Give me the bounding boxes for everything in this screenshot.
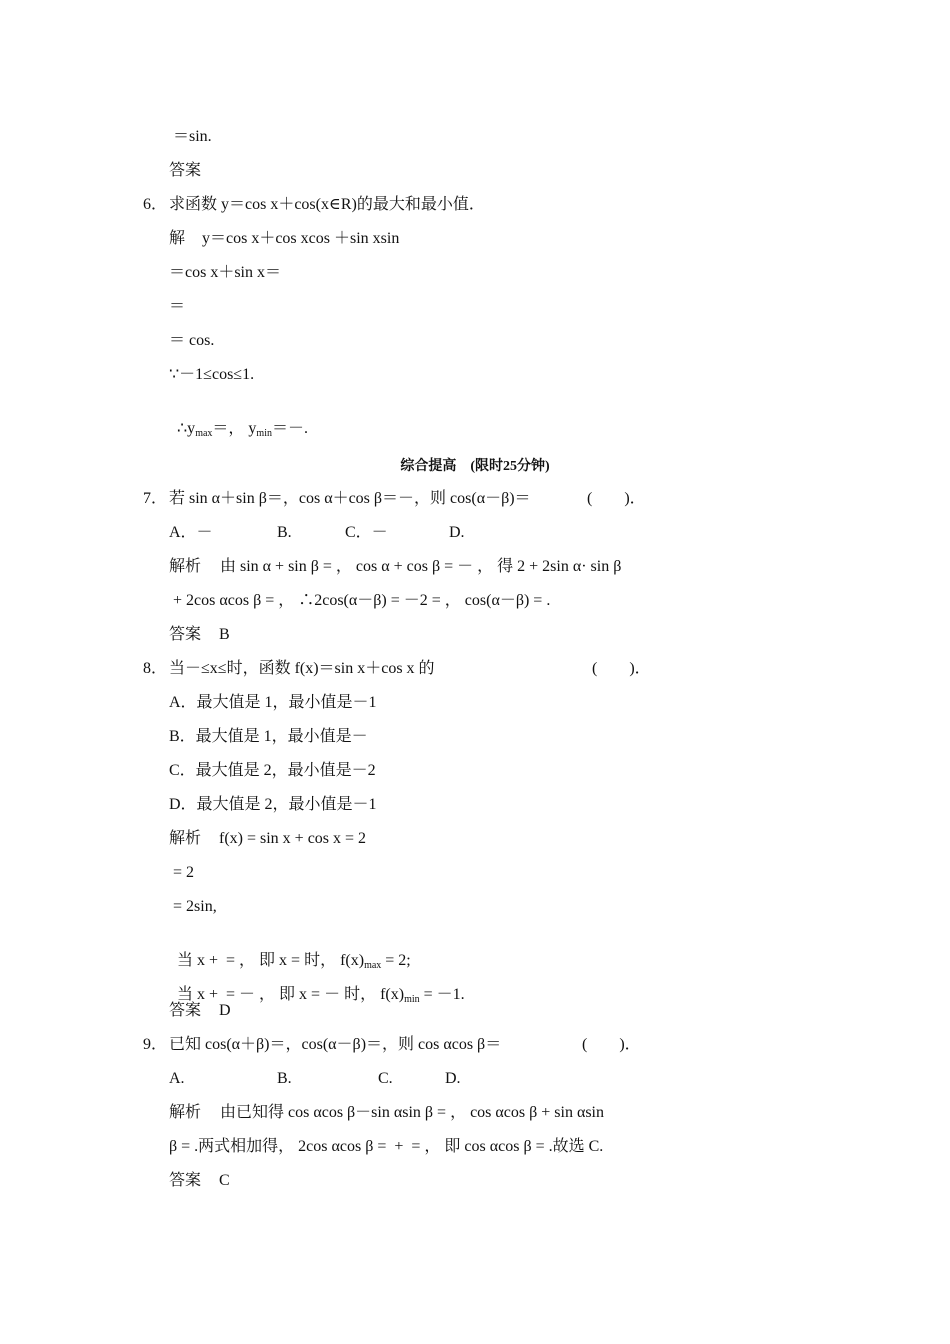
analysis-text: = －1. xyxy=(419,986,465,1003)
question-number: 8． xyxy=(143,660,168,677)
option-a: A．最大值是 1，最小值是－1 xyxy=(169,694,377,711)
question-number: 9． xyxy=(143,1036,168,1053)
solution-line xyxy=(169,399,308,444)
question-stem: 当－≤x≤时，函数 f(x)＝sin x＋cos x 的 xyxy=(169,660,435,677)
answer-value: B xyxy=(219,626,230,643)
analysis-line: = 2sin, xyxy=(173,898,217,915)
answer-label: 答案 xyxy=(169,162,202,179)
answer-blank: ( )． xyxy=(592,660,651,677)
option-b: B．最大值是 1，最小值是－ xyxy=(169,728,368,745)
option-d: D．最大值是 2，最小值是－1 xyxy=(169,796,377,813)
subscript: min xyxy=(256,428,272,439)
answer-blank: ( )． xyxy=(587,490,646,507)
answer-value: C xyxy=(219,1172,230,1189)
solution-line: ＝sin. xyxy=(173,128,212,145)
analysis-label: 解析 xyxy=(169,1104,202,1121)
option-c: C. xyxy=(378,1070,393,1087)
analysis-line: + 2cos αcos β = ， ∴2cos(α－β) = －2 = ， cos(α－β) = . xyxy=(173,592,551,609)
solution-text: ＝， y xyxy=(212,420,257,437)
solution-line: y＝cos x＋cos xcos ＋sin xsin xyxy=(202,230,400,247)
option-b: B. xyxy=(277,524,292,541)
option-c: C．－ xyxy=(345,524,388,541)
answer-value: D xyxy=(219,1002,231,1019)
analysis-label: 解析 xyxy=(169,830,202,847)
analysis-line: β = .两式相加得， 2cos αcos β = + = ， 即 cos αcos β = .故选 C. xyxy=(169,1138,604,1155)
solution-text: ＝－. xyxy=(271,420,308,437)
analysis-line: 由 sin α + sin β = ， cos α + cos β = － ， 得 2 + 2sin α· sin β xyxy=(220,558,622,575)
solution-text: ∴y xyxy=(177,420,196,437)
option-d: D. xyxy=(445,1070,461,1087)
question-number: 7． xyxy=(143,490,168,507)
solution-line: ＝ xyxy=(169,298,186,315)
subscript: min xyxy=(404,994,420,1005)
analysis-text: 当 x + = － ， 即 x = － 时， f(x) xyxy=(177,986,405,1003)
analysis-text: 当 x + = ， 即 x = 时， f(x) xyxy=(177,952,365,969)
analysis-line xyxy=(169,965,465,1010)
question-number: 6． xyxy=(143,196,168,213)
option-a: A．－ xyxy=(169,524,213,541)
analysis-text: = 2; xyxy=(381,952,411,969)
question-stem: 求函数 y＝cos x＋cos(x∈R)的最大和最小值． xyxy=(169,196,485,213)
analysis-line: f(x) = sin x + cos x = 2 xyxy=(219,830,367,847)
option-d: D. xyxy=(449,524,465,541)
solution-line: ＝ cos. xyxy=(169,332,215,349)
answer-blank: ( )． xyxy=(582,1036,641,1053)
analysis-label: 解析 xyxy=(169,558,202,575)
analysis-line: 由已知得 cos αcos β－sin αsin β = ， cos αcos β + sin αsin xyxy=(220,1104,605,1121)
solution-label: 解 xyxy=(169,230,186,247)
question-stem: 已知 cos(α＋β)＝，cos(α－β)＝，则 cos αcos β＝ xyxy=(169,1036,502,1053)
solution-line: ＝cos x＋sin x＝ xyxy=(169,264,282,281)
answer-label: 答案 xyxy=(169,1002,202,1019)
question-stem: 若 sin α＋sin β＝，cos α＋cos β＝－，则 cos(α－β)＝ xyxy=(169,490,531,507)
section-header: 综合提高 (限时25分钟) xyxy=(400,459,550,474)
subscript: max xyxy=(195,428,213,439)
answer-label: 答案 xyxy=(169,626,202,643)
solution-line: ∵－1≤cos≤1. xyxy=(169,366,255,383)
option-c: C．最大值是 2，最小值是－2 xyxy=(169,762,376,779)
option-b: B. xyxy=(277,1070,292,1087)
analysis-line: = 2 xyxy=(173,864,195,881)
subscript: max xyxy=(364,960,382,971)
option-a: A. xyxy=(169,1070,185,1087)
answer-label: 答案 xyxy=(169,1172,202,1189)
